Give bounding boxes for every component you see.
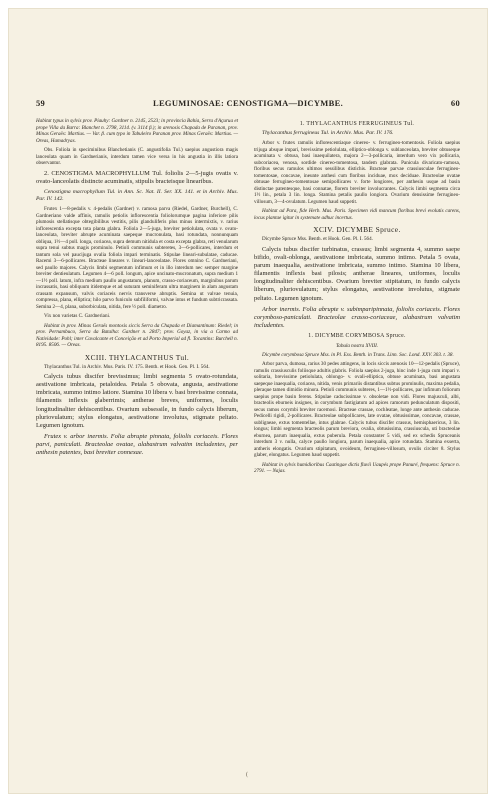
genus-diagnosis: Frutex v. arbor inermis. Folia abrupte pinnata, foliolis coriaceis. Flores parvi, paniculati. Bracteolae ovatae, alabastrum valvatim includentes, per anthesin patentes, basi breviter connexae. (36, 432, 238, 456)
observation-paragraph: Obs. Foliola in speciminibus Blanchetianis (C. angustifolia Tul.) saepius angustiora magis lanceolata quam in Gardnerianis, interdum tamen vice versa in his angustia in illis latiora observantur. (36, 147, 238, 166)
page-number-left: 59 (36, 98, 46, 108)
species-heading: 1. THYLACANTHUS FERRUGINEUS Tul. (299, 121, 415, 127)
habitat-paragraph: Habitat in sylvis humidioribus Caatingae dictis fluvii Uaupés prope Panuré, frequens: Spruce n. 2791. — Najas. (254, 461, 460, 475)
genus-heading: XCIII. THYLACANTHUS Tul. (84, 352, 190, 362)
species-note: Vix non varietas C. Gardneriani. (44, 313, 111, 319)
species-description: Frutex 1—8-pedalis v. 4-pedalis (Gardner) v. ramosa parva (Riedel, Gardner, Burchell), C. Gardneriano valde affinis, ramulis petiolis inflorescentia foliolorumque pagina inferiore pilis plumosis stellatisque obtegibilibus vestitis, pilis glanduliferis plus minus intermixtis, v. rarius inflorescentia excepta tota planta glabra. Foliola 2—5-juga, breviter petiolulata, ovata v. ovato-lanceolata, breviter abrupte acuminata saepeque mucronulata, basi rotundata, nonnunquam obliqua, 1½—4 poll. longa, coriacea, supra demum nitidula et costa excepta glabra, reti venularum supra tenui subtus magis prominulo. Petioli communis subteretes, 3—6-pollicares, interdum et tantum sola vel paucijuga ovalia foliola impari terminatis. Stipulae lineari-subulatae, caducae. Racemi 3—6-pollicares. Bracteae lineares v. lineari-lanceolatae. Flores omnino C. Gardneriani, sed paullo majores. Calycis limbi segmentum infimum et in illo interdum nec semper margine breviter dentieulatum. Legumen 4—6 poll. longum, apice uncinato-mucronatum, supra medium 1—1½ poll. latum, infra medium paullo angustatum, planum, crasso-coriaceum, marginibus parum incrassatis, basi obliquum itidemque et ad suturam seminiferam ultra marginem in alam angustam crassam expansum, valvis coriaceis nervis transverse abruptis. Semina ut valvae tenuia, compressa, plana, elliptica; hilo parvo funiculo subfiliformi, valvae intus et fundum subtricrassata. Semina 2—4, plana, suborbiculata, nitida, fere ½ poll. diametro. (36, 206, 238, 310)
species-synonym: Cenostigma macrophyllum Tul. in Ann. Sc. Nat. II. Ser. XX. 141. et in Archiv. Mus. Par. IV. 142. (36, 188, 238, 202)
species-description: Arbor parva, dumosa, rarius 30 pedes attingens, in locis siccis arenosis 10—12-pedalis (Spruce), ramulis crassiusculis foliisque adultis glabris. Foliola saepius 2-juga, hinc inde 1-juga cum impari v. solitaria, brevissime petiolulata, oblongo- v. ovali-elliptica, obtuse acuminata, basi angustata saepeque inaequalia, coriacea, nitida, venis primariis distantibus subtus prominulis, maxima pedalia, pleraque tamen dimidio minora. Petioli communis subteres, 1—1½-pollicares, par infimum foliorum saepius prope basin ferens. Stipulae caducissimae v. obsoletae non vidi. Flores majusculi, albi, bracteolis eburneis insignes, in corymbum fastigiatum ad apices ramorum pedunculatum dispositi, secus ramos corymbi breviter racemosi. Bracteae crassae, cochleatae, longe ante anthesin caducae. Pedicelli rigidi, 2-pollicares. Bracteolae subpollicares, late ovatae, obtusissimae, concavae, crassae, subligneae, extus tomentellae, intus glabrae. Calycis tubus discifer crassus, hemisphaericus, 3 lin. longus; limbi segmenta bracteolis parum breviora, ovalia, obtusissima, crassiuscula, uti bracteolae eburnea, parum inaequalia, extus puberula. Petala constanter 5 vidi, sed ex schedis Spruceanis interdum 3 v. nulla, calyce paullo longiora, parum inaequalia, apice rotundata. Stamina exserta, antheris elongatis. Ovarium stipitatum, ovoideum, ferrugineo-villosum, ovulis circiter 8. Stylus glaber, elongatus. Legumen haud suppetit. (254, 361, 460, 459)
plate-reference: Tabula nostra XVIII. (335, 343, 379, 350)
page-number-right: 60 (450, 98, 460, 108)
running-title: LEGUMINOSAE: CENOSTIGMA—DICYMBE. (152, 98, 343, 108)
page-header (36, 98, 460, 112)
species-heading: 1. DICYMBE CORYMBOSA Spruce. (308, 332, 406, 339)
genus-heading: XCIV. DICYMBE Spruce. (313, 225, 401, 235)
species-description: Arbor v. frutex ramulis inflorescentiaque cinereo- v. ferrugineo-tomentosis. Foliola saepius trijuga absque impari, brevissime petiolulata, elliptico-oblonga v. sublanceolata, breviter obtuseque acuminata v. obtusa, basi inaequilatera, majora 2—3-pollicaria, interdum vero vix pollicaria, subcoriacea, venosa, sordide cinereo-tomentosa, tandem glabrata. Panicula divaricato-ramosa, floribus secus ramulos ultimos sessilibus distichis. Bracteae parvae crassiusculae ferrugineo-tomentosae, concavae, ineunte anthesi cum floribus inciduae, mox deciduae. Bracteolae ovatae obtusae ferrugineo-tomentosae semipollicares v. forte longiores, per anthesin usque ad basin distinctae patentesque, basi connatae, florem breviter involucrantes. Calycis limbi segmenta circa 1½ lin., petala 3 lin. longa. Stamina petalis paullo longiora. Ovarium densissime ferrugineo-villosum, 3—4-ovulatum. Legumen haud suppetit. (254, 140, 460, 205)
species-heading: 2. CENOSTIGMA MACROPHYLLUM Tul. foliolis 2—5-jugis ovatis v. ovato-lanceolatis distincte acuminatis, stipulis bracteisque linearibus. (36, 169, 238, 185)
habitat-paragraph: Habitat in prov. Minas Geraës montosis siccis Serra da Chapada et Diamantinum: Riedel; in prov. Pernambuco, Serra da Batalha: Gardner n. 2847; prov. Goyaz, in via a Carmo ad Natividade: Pohl; inter Cavalcante et Conceição et ad Porto Imperial ad fl. Tocantins: Burchell n. 8195. 8506. — Oreas. (36, 322, 238, 348)
genus-description: Calycis tubus discifer brevissimus; limbi segmenta 5 ovato-rotundata, aestivatione imbricata, petaloidea. Petala 5 obovata, angusta, aestivatione imbricata, summo intimo latiore. Stamina 10 libera v. basi brevissime connata, filamentis inflexis glaberrimis; antherae breves, uniformes, loculis longitudinaliter dehiscentibus. Ovarium subsessile, in fundo calycis liberum, pluriovulatum; stylus elongatus, aestivatione involutus, stigmate peltato. Legumen ignotum. (36, 373, 238, 429)
footer-mark: ( (246, 772, 248, 778)
species-synonym: Dicymbe corymbosa Spruce Mss. in Pl. Exs. Benth. in Trans. Linn. Soc. Lond. XXV. 303. t. 38. (262, 351, 454, 358)
genus-description: Calycis tubus discifer turbinatus, crassus; limbi segmenta 4, summo saepe bifido, ovali-oblonga, aestivatione imbricata, summo intimo. Petala 5 ovata, parum inaequalia, aestivatione imbricata, summo intimo. Stamina 10 libera, filamentis inflexis basi pilosis; antherae lineares, uniformes, loculis longitudinaliter dehiscentibus. Ovarium breviter stipitatum, in fundo calycis liberum, pluriovulatum; stylus elongatus, aestivatione involutus, stigmate peltato. Legumen ignotum. (254, 245, 460, 302)
book-page (8, 8, 488, 794)
genus-synonym: Dicymbe Spruce Mss. Benth. et Hook. Gen. Pl. I. 564. (262, 236, 373, 243)
habitat-paragraph: Habitat ad Para, fide Herb. Mus. Paris. Specimen vidi mancum floribus brevi evolutis carens, locus plantae igitur in systemate adhuc incertus. (254, 208, 460, 221)
left-column (36, 118, 238, 460)
species-synonym: Thylacanthus ferrugineus Tul. in Archiv. Mus. Par. IV. 176. (262, 130, 394, 137)
habitat-paragraph: Habitat typus in sylvis prov. Piauhy: Gardner n. 2145, 2523; in provincia Bahia, Serra d'Açurua et prope Villa da Barra: Blanchet n. 2798, 3114. (v. 3114 β.); in arenosis Chapada de Paranan, prov. Minas Geraës: Martius. — Var. β. cum typo in Tabuleiro Paranan prov. Minas Geraës: Martius. — Oreas, Hamadryas. (36, 118, 238, 144)
genus-diagnosis: Arbor inermis. Folia abrupte v. subimparipinnata, foliolis coriaceis. Flores corymboso-paniculati. Bracteolae crasso-coriaceae, alabastrum valvatim includentes. (254, 305, 460, 329)
right-column (254, 118, 460, 478)
genus-synonym: Thylacanthus Tul. in Archiv. Mus. Paris. IV. 175. Benth. et Hook. Gen. Pl. I. 564. (44, 363, 210, 370)
